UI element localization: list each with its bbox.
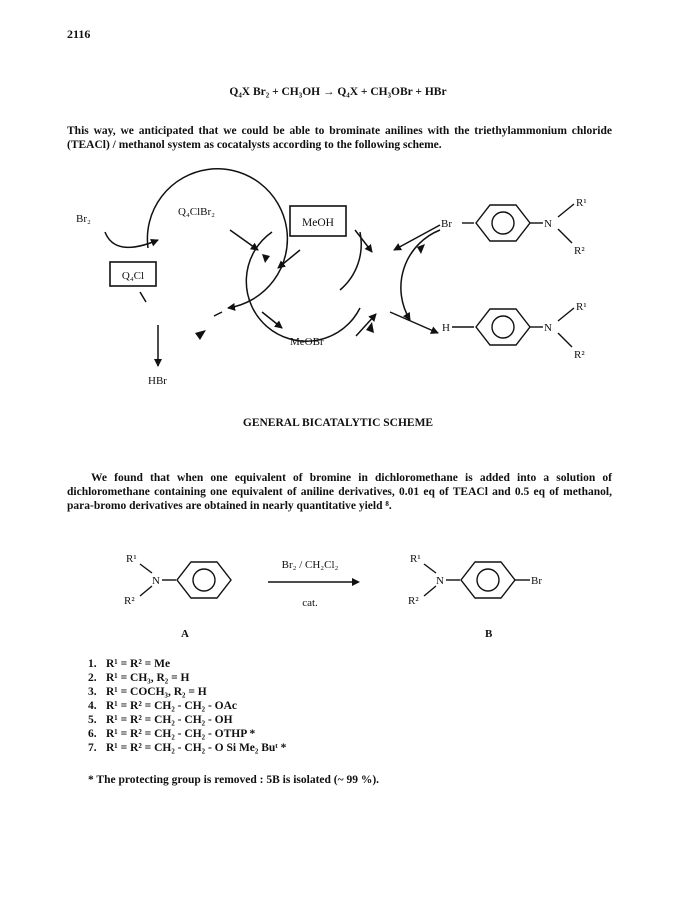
q4clbr2-arrow (230, 230, 258, 250)
list-item: 2. R¹ = CH₃, R₂ = H (88, 672, 190, 684)
benzene-ring-b (461, 562, 515, 598)
br2-label: Br₂ (76, 213, 91, 225)
left-cycle-arc (147, 169, 287, 308)
r1-bottom: R¹ (576, 301, 587, 313)
scheme-caption: GENERAL BICATALYTIC SCHEME (242, 417, 434, 429)
list-item: 4. R¹ = R² = CH₂ - CH₂ - OAc (88, 700, 238, 712)
r2-b: R² (408, 595, 419, 607)
catalyst-label: cat. (302, 597, 318, 609)
meoh-arrow-left (278, 250, 300, 268)
r1-a: R¹ (126, 553, 137, 565)
list-item: 6. R¹ = R² = CH₂ - CH₂ - OTHP * (88, 728, 256, 740)
meoh-label: MeOH (302, 217, 334, 229)
r1-b: R¹ (410, 553, 421, 565)
r2-bottom: R² (574, 349, 585, 361)
q4clbr2-label: Q₄ClBr₂ (178, 206, 216, 218)
n-atom-bottom: N (544, 322, 552, 334)
reaction-equation: Q₄X Br₂ + CH₃OH → Q₄X + CH₃OBr + HBr (229, 86, 447, 98)
compound-b-label: B (485, 628, 493, 640)
h-substituent: H (442, 322, 450, 334)
paragraph-intro: This way, we anticipated that we could be able to brominate anilines with the triethylammonium chloride (TEACl) / methanol system as cocatalysts according to the following scheme. (67, 125, 612, 151)
meobr-arrow-right (356, 314, 376, 336)
n-b: N (436, 575, 444, 587)
middle-cycle-arc-right (340, 232, 361, 290)
bicatalytic-scheme (0, 0, 676, 440)
footnote: * The protecting group is removed : 5B is isolated (~ 99 %). (88, 774, 380, 786)
list-item: 5. R¹ = R² = CH₂ - CH₂ - OH (88, 714, 233, 726)
hbr-label: HBr (148, 375, 167, 387)
paragraph-results: We found that when one equivalent of bromine in dichloromethane is added into a solution of dichloromethane containing one equivalent of aniline derivatives, 0.01 eq of TEACl and 0.5 eq of methanol, para-bromo derivatives are obtained in nearly quantitative yield ⁸. (67, 472, 612, 512)
list-item: 7. R¹ = R² = CH₂ - CH₂ - O Si Me₂ Buᵗ * (88, 742, 287, 754)
bromination-reaction (0, 540, 676, 650)
benzene-ring-a (177, 562, 231, 598)
meobr-label: MeOBr (290, 336, 324, 348)
br-b: Br (531, 575, 542, 587)
compound-a-label: A (181, 628, 189, 640)
h-aryl-arrow (390, 312, 438, 333)
compound-list (88, 657, 286, 755)
list-item: 1. R¹ = R² = Me (88, 658, 171, 670)
r2-top: R² (574, 245, 585, 257)
n-a: N (152, 575, 160, 587)
reagent-label: Br₂ / CH₂Cl₂ (281, 559, 339, 571)
q4cl-label: Q₄Cl (121, 270, 145, 282)
reaction-arrowhead (352, 578, 360, 586)
meoh-arrow-right (355, 230, 372, 252)
n-atom-top: N (544, 218, 552, 230)
list-item: 3. R¹ = COCH₃, R₂ = H (88, 686, 207, 698)
br2-arrow (105, 232, 158, 247)
br-substituent: Br (441, 218, 452, 230)
r2-a: R² (124, 595, 135, 607)
h-aryl-amine (452, 308, 574, 347)
page-number: 2116 (67, 27, 91, 41)
br-aryl-amine (462, 204, 574, 243)
r1-top: R¹ (576, 197, 587, 209)
